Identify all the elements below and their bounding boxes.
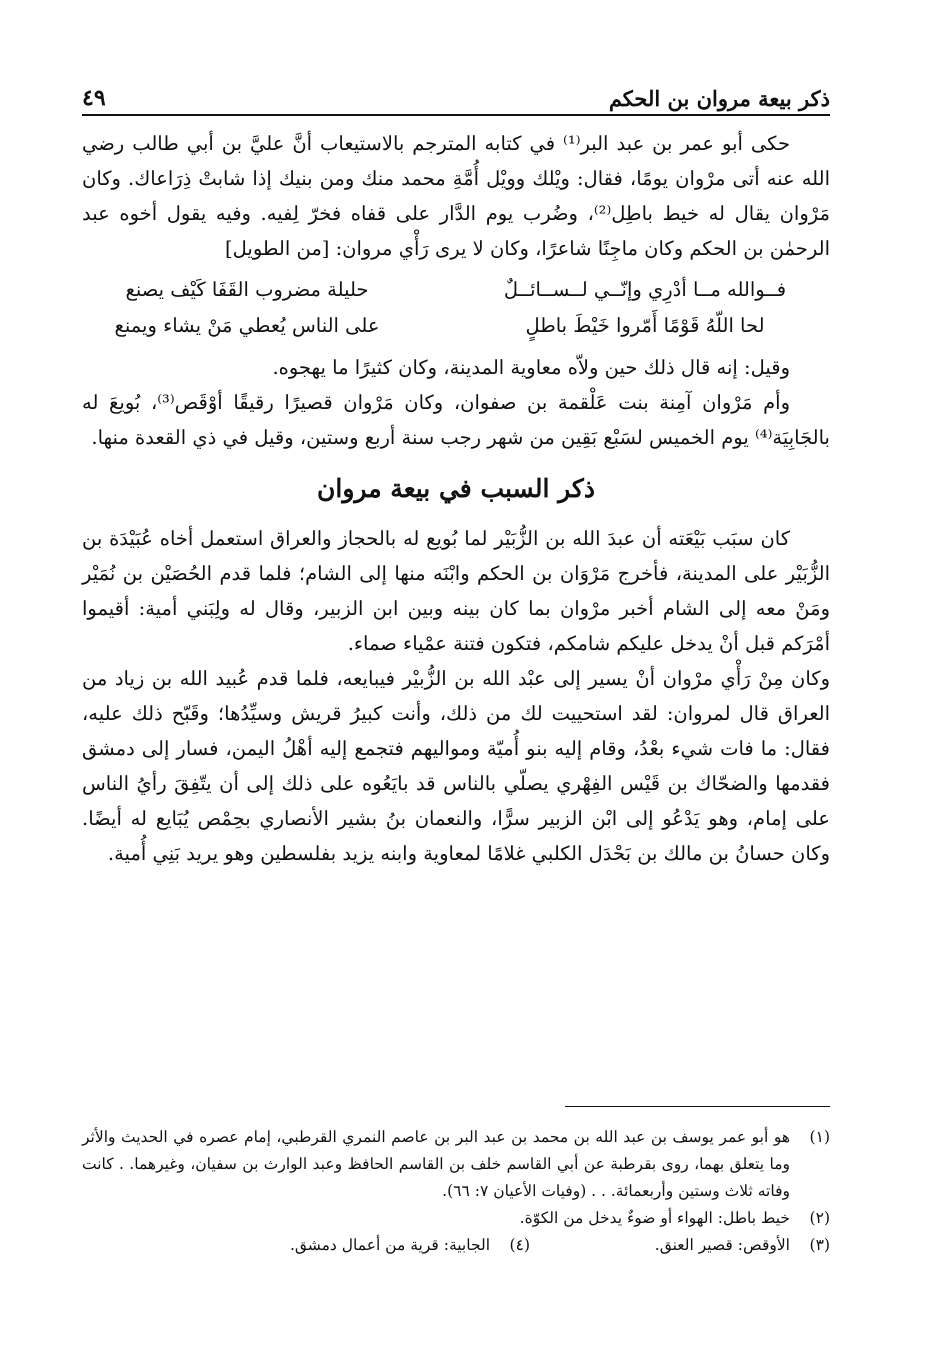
verse-line bbox=[82, 272, 810, 308]
footnote-text: خيط باطل: الهواء أو ضوءٌ يدخل من الكوّة. bbox=[519, 1209, 790, 1227]
footnote bbox=[82, 1124, 830, 1205]
main-text bbox=[82, 126, 830, 871]
page-header bbox=[82, 78, 830, 116]
footnote-text: هو أبو عمر يوسف بن عبد الله بن محمد بن عبد البر بن عاصم النمري القرطبي، إمام عصره في الحديث والأثر وما يتعلق بهما، روى بقرطبة عن أبي القاسم خلف بن القاسم الحافظ وعبد الوارث بن سفيان، وغيرهما. . كانت وفاته ثلاث وستين وأربعمائة. . . (وفيات الأعيان ٧: ٦٦). bbox=[82, 1128, 790, 1200]
paragraph: حكى أبو عمر بن عبد البر⁽¹⁾ في كتابه المترجم بالاستيعاب أنَّ عليَّ بن أبي طالب رضي الله عنه أتى مرْوان يومًا، فقال: ويْلك وويْل أُمَّةِ محمد منك ومن بنيك إذا شابتْ ذِرَاعاك. وكان مَرْوان يقال له خيط باطِل⁽²⁾، وضُرب يوم الدَّار على قفاه فخرّ لِفيه. وفيه يقول أخوه عبد الرحمٰن بن الحكم وكان ماجِنًا شاعرًا، وكان لا يرى رَأْي مروان: [من الطويل] bbox=[82, 132, 830, 260]
paragraph: وأم مَرْوان آمِنة بنت عَلْقمة بن صفوان، وكان مَرْوان قصيرًا رقيقًا أوْقَص⁽³⁾، بُويعَ له بالجَابِيَة⁽⁴⁾ يوم الخميس لسَبْع بَقِين من شهر رجب سنة أربع وستين، وقيل في ذي القعدة منها. bbox=[82, 391, 830, 449]
section-heading: ذكر السبب في بيعة مروان bbox=[317, 474, 595, 503]
page-number: ٤٩ bbox=[82, 85, 106, 111]
footnote-number: (٤) bbox=[509, 1236, 530, 1254]
footnote-text: الجابية: قرية من أعمال دمشق. bbox=[289, 1236, 490, 1254]
footnote bbox=[82, 1205, 830, 1232]
paragraph: كان سبَب بَيْعَته أن عبدَ الله بن الزُّبَيْر لما بُويع له بالحجاز والعراق استعمل أخاه عُبَيْدَة بن الزُّبَيْر على المدينة، فأخرج مَرْوَان بن الحكم وابْنَه منها إلى الشام؛ فلما قدم الحُصَيْن بن نُمَيْر ومَنْ معه إلى الشام أخبر مرْوان بما كان بينه وبين ابن الزبير، وقال له ولِبَني أمية: أقيموا أمْرَكم قبل أنْ يدخل عليكم شامكم، فتكون فتنة عمْياء صماء. bbox=[82, 527, 830, 655]
verse-line bbox=[82, 308, 810, 344]
verse-first-hemistich: لحا اللّهُ قَوْمًا أَمّروا خَيْطَ باطلٍ bbox=[525, 314, 765, 337]
footnotes bbox=[82, 1124, 830, 1259]
poem bbox=[82, 272, 830, 344]
verse-second-hemistich: حليلة مضروب القَفَا كَيْف يصنع bbox=[125, 278, 369, 301]
footnote-separator bbox=[565, 1106, 830, 1107]
footnote-text: الأوقص: قصير العنق. bbox=[654, 1236, 790, 1254]
footnote-number: (٢) bbox=[809, 1209, 830, 1227]
running-title: ذكر بيعة مروان بن الحكم bbox=[608, 86, 830, 111]
paragraph: وكان مِنْ رَأْي مرْوان أنْ يسير إلى عبْد الله بن الزُّبيْر فيبايعه، فلما قدم عُبيد الله بن زياد من العراق قال لمروان: لقد استحييت لك من ذلك، وأنت كبيرُ قريش وسيِّدُها؛ وقَبّح ذلك عليه، فقال: ما فات شيء بعْدُ، وقام إليه بنو أُميّة ومواليهم فتجمع إليه أهْلُ اليمن، فسار إلى دمشق فقدمها والضحّاك بن قَيْس الفِهْري يصلّي بالناس قد بايَعُوه على ذلك إلى أن يتّفِقَ رأيُ الناس على إمام، وهو يَدْعُو إلى ابْن الزبير سرًّا، والنعمان بنُ بشير الأنصاري بحِمْص يُبَايع له أيضًا. وكان حسانُ بن مالك بن بَحْدَل الكلبي غلامًا لمعاوية وابنه يزيد بفلسطين وهو يريد بَنِي أُمية. bbox=[82, 667, 830, 865]
footnote-number: (٣) bbox=[809, 1236, 830, 1254]
paragraph: وقيل: إنه قال ذلك حين ولاّه معاوية المدينة، وكان كثيرًا ما يهجوه. bbox=[272, 356, 790, 379]
footnote bbox=[530, 1232, 830, 1259]
footnote-row bbox=[82, 1232, 830, 1259]
verse-second-hemistich: على الناس يُعطي مَنْ يشاء ويمنع bbox=[114, 314, 380, 337]
footnote-number: (١) bbox=[809, 1128, 830, 1146]
footnote bbox=[230, 1232, 530, 1259]
verse-first-hemistich: فــوالله مــا أدْرِي وإنّــي لــســائــلٌ bbox=[503, 278, 787, 301]
